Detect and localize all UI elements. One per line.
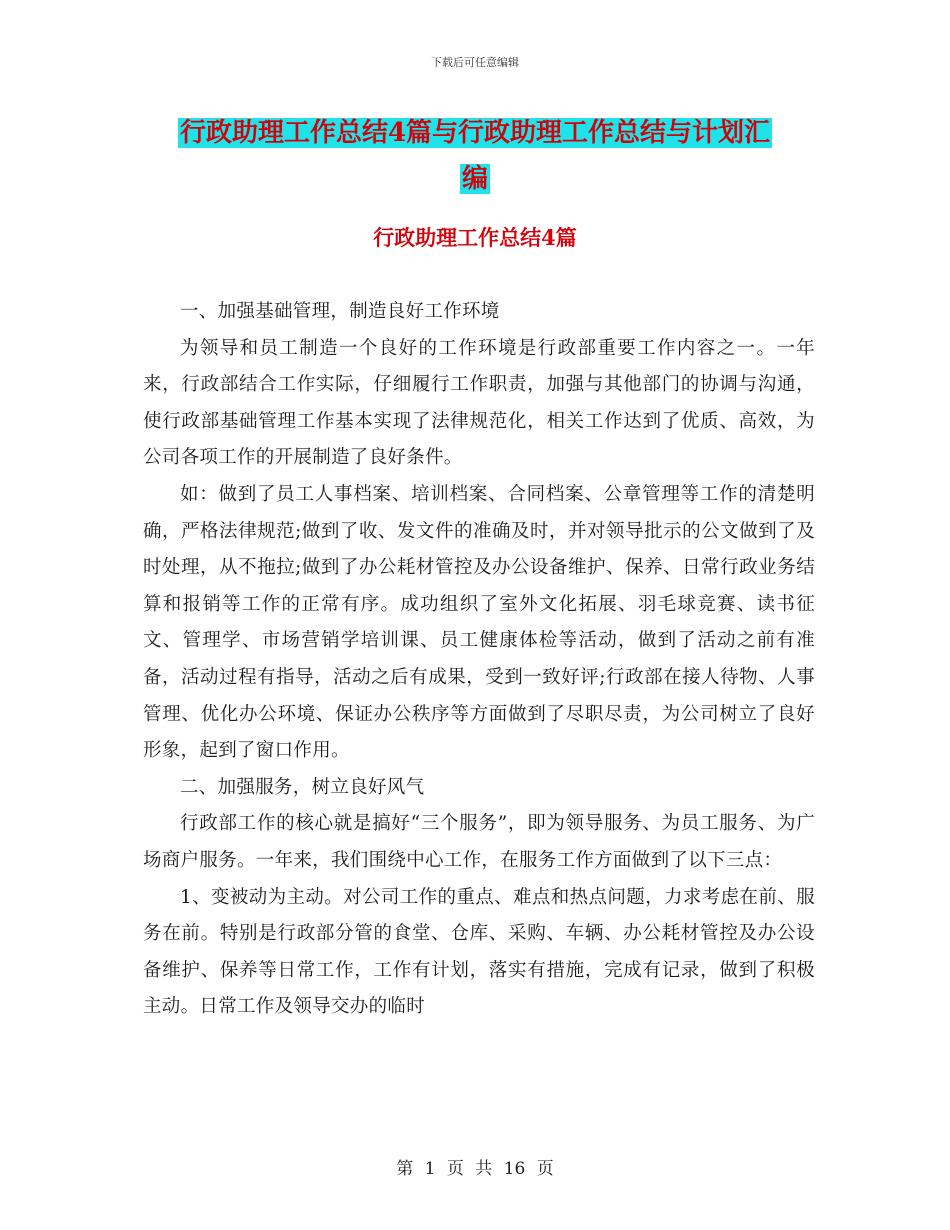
paragraph: 如：做到了员工人事档案、培训档案、合同档案、公章管理等工作的清楚明确，严格法律规范;做到了收、发文件的准确及时，并对领导批示的公文做到了及时处理，从不拖拉;做到了办公耗材管控及办公设备维护、保养、日常行政业务结算和报销等工作的正常有序。成功组织了室外文化拓展、羽毛球竞赛、读书征文、管理学、市场营销学培训课、员工健康体检等活动，做到了活动之前有准备，活动过程有指导，活动之后有成果，受到一致好评;行政部在接人待物、人事管理、优化办公环境、保证办公秩序等方面做到了尽职尽责，为公司树立了良好形象，起到了窗口作用。 [143,483,815,762]
document-title-line1: 行政助理工作总结4篇与行政助理工作总结与计划汇 [179,118,771,148]
paragraph-heading-1: 一、加强基础管理，制造良好工作环境 [180,301,500,322]
paragraph: 1、变被动为主动。对公司工作的重点、难点和热点问题，力求考虑在前、服务在前。特别是行政部分管的食堂、仓库、采购、车辆、办公耗材管控及办公设备维护、保养等日常工作，工作有计划，落实有措施，完成有记录，做到了积极主动。日常工作及领导交办的临时 [143,886,815,1018]
page-footer: 第 1 页 共 16 页 [396,1159,554,1179]
page-header: 下载后可任意编辑 [431,56,519,69]
section-title: 行政助理工作总结4篇 [373,225,577,250]
paragraph: 行政部工作的核心就是搞好“三个服务”，即为领导服务、为员工服务、为广场商户服务。一年来，我们围绕中心工作，在服务工作方面做到了以下三点： [143,813,815,871]
paragraph-heading-2: 二、加强服务，树立良好风气 [180,776,425,798]
document-body [143,294,815,1026]
document-title-line2: 编 [461,164,488,194]
paragraph: 为领导和员工制造一个良好的工作环境是行政部重要工作内容之一。一年来，行政部结合工作实际，仔细履行工作职责，加强与其他部门的协调与沟通，使行政部基础管理工作基本实现了法律规范化，相关工作达到了优质、高效，为公司各项工作的开展制造了良好条件。 [143,337,815,469]
document-title [140,110,810,202]
